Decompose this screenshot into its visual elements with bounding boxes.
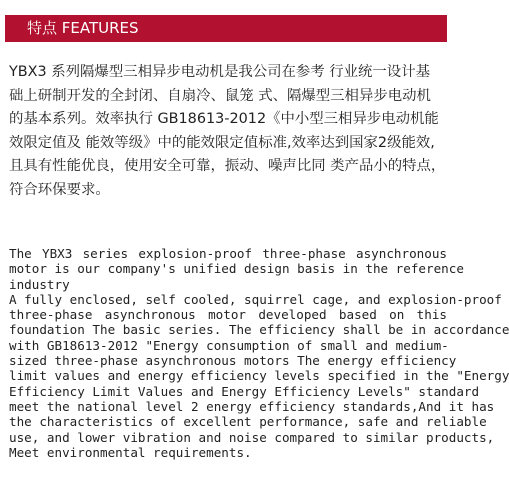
english-description bbox=[9, 246, 509, 460]
chinese-line: 且具有性能优良，使用安全可靠，振动、噪声比同 类产品小的特点， bbox=[9, 158, 446, 175]
english-line: limit values and energy efficiency levels specified in the "Energy bbox=[9, 368, 509, 384]
english-line: use, and lower vibration and noise compared to similar products, bbox=[9, 429, 495, 445]
english-line: foundation The basic series. The efficiency shall be in accordance bbox=[9, 322, 509, 338]
chinese-description bbox=[9, 61, 447, 203]
english-line: Meet environmental requirements. bbox=[9, 444, 252, 460]
english-line: motor is our company's unified design basis in the reference bbox=[9, 261, 464, 277]
english-line: with GB18613-2012 "Energy consumption of small and medium- bbox=[9, 337, 449, 353]
chinese-line: YBX3 系列隔爆型三相异步电动机是我公司在参考 行业统一设计基 bbox=[9, 64, 430, 80]
english-line: A fully enclosed, self cooled, squirrel cage, and explosion-proof bbox=[9, 291, 502, 307]
english-line: industry bbox=[9, 276, 70, 292]
english-line: Efficiency Limit Values and Energy Efficiency Levels" standard bbox=[9, 383, 480, 399]
english-line: three-phase asynchronous motor developed based on this bbox=[9, 307, 447, 323]
chinese-line: 的基本系列。效率执行 GB18613-2012《中小型三相异步电动机能 bbox=[9, 111, 439, 128]
english-line: sized three-phase asynchronous motors The energy efficiency bbox=[9, 353, 457, 369]
english-line: the characteristics of excellent performance, safe and reliable bbox=[9, 414, 487, 430]
chinese-line: 础上研制开发的全封闭、自扇冷、鼠笼 式、隔爆型三相异步电动机 bbox=[9, 87, 431, 104]
english-line: The YBX3 series explosion-proof three-phase asynchronous bbox=[9, 246, 447, 261]
features-header-bar bbox=[5, 15, 447, 42]
chinese-line: 符合环保要求。 bbox=[9, 181, 110, 198]
english-line: meet the national level 2 energy efficiency standards,And it has bbox=[9, 398, 495, 414]
features-title: 特点 FEATURES bbox=[27, 19, 139, 37]
chinese-line: 效限定值及 能效等级》中的能效限定值标准,效率达到国家2级能效, bbox=[9, 134, 435, 151]
